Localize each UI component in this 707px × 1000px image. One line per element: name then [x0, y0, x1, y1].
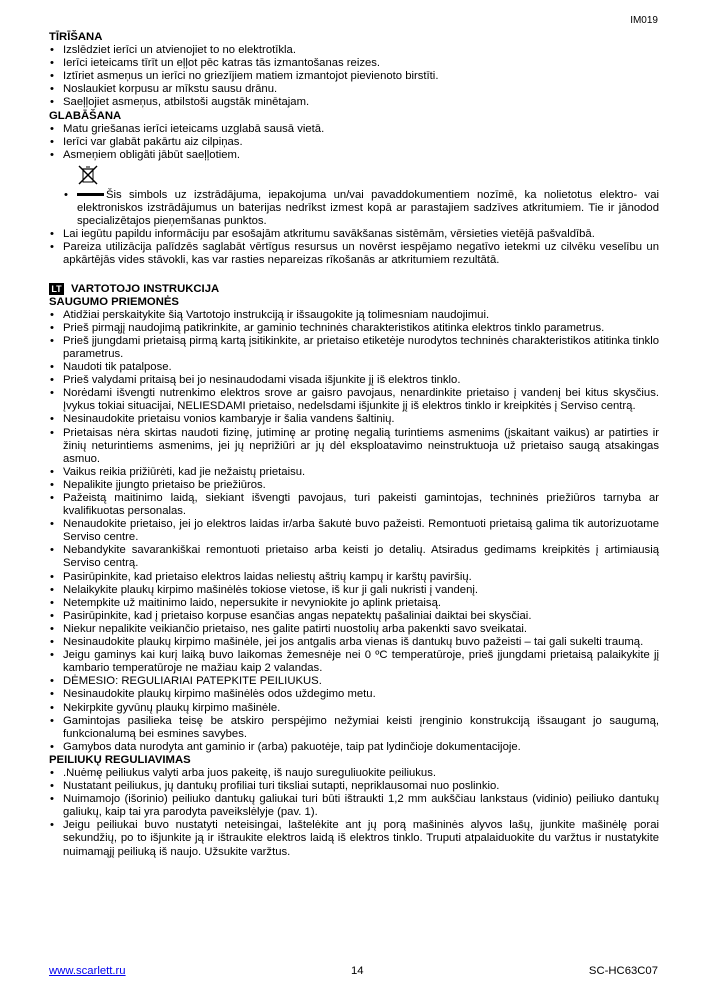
- lt-title: VARTOTOJO INSTRUKCIJA: [71, 282, 220, 295]
- list-item: • Izslēdziet ierīci un atvienojiet to no elektrotīkla.: [49, 44, 659, 57]
- document-code: IM019: [630, 15, 658, 26]
- bullet-list: [49, 123, 659, 162]
- list-item: • Vaikus reikia prižiūrėti, kad jie nežaistų prietaisu.: [49, 466, 659, 479]
- model-number: SC-HC63C07: [588, 964, 658, 977]
- list-item: • Asmeņiem obligāti jābūt saeļļotiem.: [49, 149, 659, 162]
- list-item: • Pasirūpinkite, kad į prietaiso korpuse esančias angas nepatektų pašaliniai daiktai bei skysčiai.: [49, 610, 659, 623]
- list-item: • Prieš įjungdami prietaisą pirmą kartą įsitikinkite, ar prietaiso etiketėje nurodytos techninės charakteristikos atitinka tinklo parametrus.: [49, 335, 659, 361]
- blades-heading: PEILIUKŲ REGULIAVIMAS: [49, 753, 191, 766]
- list-item: • Iztīriet asmeņus un ierīci no griezījiem matiem izmantojot pievienoto birstīti.: [49, 70, 659, 83]
- page-footer: [49, 965, 658, 978]
- underline-bar-icon: [77, 193, 104, 196]
- safety-heading: SAUGUMO PRIEMONĖS: [49, 295, 179, 308]
- list-item: • Nuimamojo (išorinio) peiliuko dantukų galiukai turi būti ištraukti 1,2 mm aukščiau lankstaus (vidinio) peiliuko dantukų galiukų, kaip tai yra parodyta paveikslėlyje (pav. 1).: [49, 793, 659, 819]
- list-item: • Norėdami išvengti nutrenkimo elektros srove ar gaisro pavojaus, nenardinkite prietaiso į vandenį bei kitus skysčius. Įvykus tokiai situacijai, NELIESDAMI prietaiso, nedelsdami išjunkite jį iš elektros tinklo ir kreipkitės į Serviso centrą.: [49, 387, 659, 413]
- page-number: 14: [350, 964, 364, 977]
- section-heading: TĪRĪŠANA: [49, 31, 103, 43]
- list-item: • Pareiza utilizācija palīdzēs saglabāt vērtīgus resursus un novērst iespējamo negatīvo ietekmi uz cilvēku veselību un apkārtējās vides stāvokli, kas var rasties nepareizas rīkošanās ar atkritumiem rezultātā.: [49, 241, 659, 267]
- safety-list: [49, 309, 659, 754]
- crossed-out-bin-icon: [77, 164, 99, 186]
- list-item: • Matu griešanas ierīci ieteicams uzglabā sausā vietā.: [49, 123, 659, 136]
- list-item: • Gamintojas pasilieka teisę be atskiro perspėjimo nežymiai keisti įrenginio konstrukciją išsaugant jo saugumą, funkcionalumą bei esmines savybes.: [49, 715, 659, 741]
- bullet-list: [49, 44, 659, 109]
- list-item: • Nenaudokite prietaiso, jei jo elektros laidas ir/arba šakutė buvo pažeisti. Remontuoti prietaisą galima tik autorizuotame Serviso centre.: [49, 518, 659, 544]
- list-item: • Nepalikite įjungto prietaiso be priežiūros.: [49, 479, 659, 492]
- list-item: • Saeļļojiet asmeņus, atbilstoši augstāk minētajam.: [49, 96, 659, 109]
- list-item: • DĖMESIO: REGULIARIAI PATEPKITE PEILIUKUS.: [49, 675, 659, 688]
- list-item: • Niekur nepalikite veikiančio prietaiso, nes galite patirti nuostolių arba pakenkti savo sveikatai.: [49, 623, 659, 636]
- list-item: • Nekirpkite gyvūnų plaukų kirpimo mašinėle.: [49, 702, 659, 715]
- list-item: • Pažeistą maitinimo laidą, siekiant išvengti pavojaus, turi pakeisti gamintojas, techninės priežiūros tarnyba ar kvalifikuotas personalas.: [49, 492, 659, 518]
- list-item: • Netempkite už maitinimo laido, nepersukite ir nevyniokite jo aplink prietaisą.: [49, 597, 659, 610]
- list-item: • Lai iegūtu papildu informāciju par esošajām atkritumu savākšanas sistēmām, vērsieties vietējā pašvaldībā.: [49, 228, 659, 241]
- list-item: • Jeigu gaminys kai kurį laiką buvo laikomas žemesnėje nei 0 ºC temperatūroje, prieš įjungdami prietaisą palaikykite jį kambario temperatūroje ne mažiau kaip 2 valandas.: [49, 649, 659, 675]
- list-item: • Prietaisas nėra skirtas naudoti fizinę, jutiminę ar protinę negalią turintiems asmenims (įskaitant vaikus) ar patirties ir žinių neturintiems asmenims, jei jų neprižiūri ar jų dėl eksploatavimo neinstruktuoja už prietaiso saugą atsakingas asmuo.: [49, 427, 659, 466]
- list-item: • Nebandykite savarankiškai remontuoti prietaiso arba keisti jo detalių. Atsiradus gedimams kreipkitės į artimiausią Serviso centrą.: [49, 544, 659, 570]
- list-item: • Gamybos data nurodyta ant gaminio ir (arba) pakuotėje, taip pat lydinčioje dokumentacijoje.: [49, 741, 659, 754]
- lt-section-heading: [49, 283, 659, 296]
- recycling-block: [49, 164, 659, 228]
- list-item: • .Nuėmę peiliukus valyti arba juos pakeitę, iš naujo sureguliuokite peiliukus.: [49, 767, 659, 780]
- list-item: • Nustatant peiliukus, jų dantukų profiliai turi tiksliai sutapti, nepriklausomai nuo poslinkio.: [49, 780, 659, 793]
- list-item: • Noslaukiet korpusu ar mīkstu sausu drānu.: [49, 83, 659, 96]
- list-item: • Naudoti tik patalpose.: [49, 361, 659, 374]
- list-item: • Ierīci ieteicams tīrīt un eļļot pēc katras tās izmantošanas reizes.: [49, 57, 659, 70]
- list-item: • Nelaikykite plaukų kirpimo mašinėlės tokiose vietose, iš kur ji gali nukristi į vandenį.: [49, 584, 659, 597]
- list-item: • Prieš pirmąjį naudojimą patikrinkite, ar gaminio techninės charakteristikos atitinka elektros tinklo parametrus.: [49, 322, 659, 335]
- latvian-sections: [49, 31, 659, 162]
- list-item: • Atidžiai perskaitykite šią Vartotojo instrukciją ir išsaugokite ją tolimesniam naudojimui.: [49, 309, 659, 322]
- recycling-symbol-text: • Šis simbols uz izstrādājuma, iepakojuma un/vai pavaddokumentiem nozīmē, ka nolietotus elektro- vai elektroniskos izstrādājumus un baterijas nedrīkst izmest kopā ar parastajiem sadzīves atkritumiem. Tie ir jānodod specializētajos pieņemšanas punktos.: [63, 189, 659, 228]
- page-content: [49, 31, 659, 859]
- blades-list: [49, 767, 659, 859]
- list-item: • Nesinaudokite plaukų kirpimo mašinėle, jei jos antgalis arba vienas iš dantukų buvo pažeisti – tai gali sukelti traumą.: [49, 636, 659, 649]
- section-heading: GLABĀŠANA: [49, 109, 122, 122]
- list-item: • Nesinaudokite plaukų kirpimo mašinėlės odos uždegimo metu.: [49, 688, 659, 701]
- list-item: • Jeigu peiliukai buvo nustatyti neteisingai, laštelėkite ant jų porą mašininės alyvos lašų, įjunkite mašinėlę porai sekundžių, po to išjunkite ją ir ištraukite elektros laidą iš elektros tinklo. Truputi atpalaiduokite du varžtus ir nustatykite nuimamąjį peiliuką iš naujo. Užsukite varžtus.: [49, 819, 659, 858]
- website-link[interactable]: www.scarlett.ru: [49, 964, 126, 977]
- list-item: • Pasirūpinkite, kad prietaiso elektros laidas neliestų aštrių kampų ir karštų paviršių.: [49, 571, 659, 584]
- recycling-list: [49, 228, 659, 267]
- list-item: • Nesinaudokite prietaisu vonios kambaryje ir šalia vandens šaltinių.: [49, 413, 659, 426]
- list-item: • Ierīci var glabāt pakārtu aiz cilpiņas.: [49, 136, 659, 149]
- list-item: • Prieš valydami pritaisą bei jo nesinaudodami visada išjunkite jį iš elektros tinklo.: [49, 374, 659, 387]
- lithuanian-flag-badge: LT: [49, 283, 64, 295]
